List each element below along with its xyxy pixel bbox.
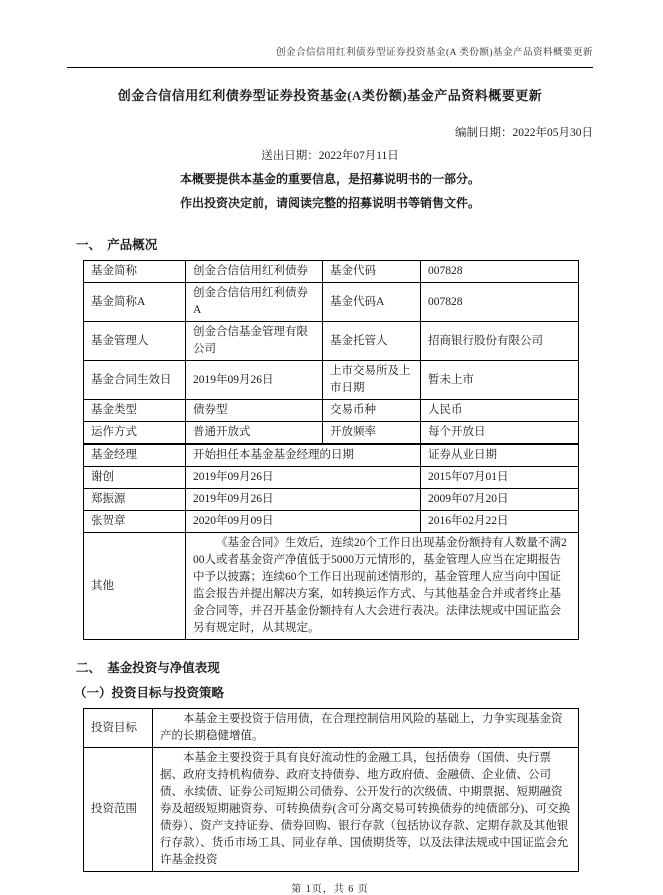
manager-start-date: 2020年09月09日 [186,511,421,533]
fund-code-label: 基金代码 [323,261,421,283]
table-row [84,748,579,872]
fund-code-a-value: 007828 [421,283,579,322]
fund-abbr-a-value: 创金合信信用红利债券A [186,283,323,322]
fund-abbr-label: 基金简称 [84,261,186,283]
other-row [84,533,579,640]
listing-exchange-label: 上市交易所及上市日期 [323,361,421,400]
fund-type-label: 基金类型 [84,400,186,422]
start-date-col-header: 开始担任本基金基金经理的日期 [186,444,421,467]
section-1-heading: 一、 产品概况 [76,238,158,252]
manager-start-date: 2019年09月26日 [186,467,421,489]
listing-exchange-value: 暂未上市 [421,361,579,400]
manager-name: 郑振源 [84,489,186,511]
table-row [84,261,579,283]
table-row [84,322,579,361]
investment-objective-table [83,708,579,872]
prepared-date: 编制日期：2022年05月30日 [455,127,593,139]
manager-career-date: 2016年02月22日 [421,511,579,533]
career-date-col-header: 证券从业日期 [421,444,579,467]
sent-date: 送出日期：2022年07月11日 [261,150,399,162]
fund-type-value: 债券型 [186,400,323,422]
table-row [84,283,579,322]
notice-line-2: 作出投资决定前，请阅读完整的招募说明书等销售文件。 [179,196,480,210]
investment-scope-cell [153,748,579,872]
other-text: 《基金合同》生效后，连续20个工作日出现基金份额持有人数量不满200人或者基金资产净值低于5000万元情形的，基金管理人应当在定期报告中予以披露；连续60个工作日出现前述情形的，基金管理人应当向中国证监会报告并提出解决方案，如转换运作方式、与其他基金合并或者终止基金合同等，并召开基金份额持有人大会进行表决。法律法规或中国证监会另有规定时，从其规定。 [193,537,567,634]
table-row [84,361,579,400]
investment-scope-text: 本基金主要投资于具有良好流动性的金融工具，包括债券（国债、央行票据、政府支持机构债券、政府支持债券、地方政府债、金融债、企业债、公司债、永续债、证券公司短期公司债券、公开发行的次级债、中期票据、短期融资券及超级短期融资券、可转换债券(含可分离交易可转换债券的纯债部分)、可交换债券）、资产支持证券、债券回购、银行存款（包括协议存款、定期存款及其他银行存款）、货币市场工具、同业存单、国债期货等，以及法律法规或中国证监会允许基金投资 [160,752,571,866]
investment-objective-text: 本基金主要投资于信用债，在合理控制信用风险的基础上，力争实现基金资产的长期稳健增值。 [160,713,563,742]
manager-row [84,489,579,511]
fund-abbr-a-label: 基金简称A [84,283,186,322]
manager-start-date: 2019年09月26日 [186,489,421,511]
product-overview-table [83,260,579,640]
investment-scope-label: 投资范围 [84,748,153,872]
other-cell [186,533,579,640]
contract-effective-label: 基金合同生效日 [84,361,186,400]
table-row [84,400,579,422]
manager-row [84,467,579,489]
manager-name: 谢创 [84,467,186,489]
currency-label: 交易币种 [323,400,421,422]
notice-line-1: 本概要提供本基金的重要信息，是招募说明书的一部分。 [179,172,480,186]
manager-header-row [84,444,579,467]
operation-mode-label: 运作方式 [84,422,186,445]
fund-custodian-value: 招商银行股份有限公司 [421,322,579,361]
open-frequency-label: 开放频率 [323,422,421,445]
manager-col-header: 基金经理 [84,444,186,467]
investment-objective-cell [153,709,579,748]
table-row [84,709,579,748]
section-2-1-subheading: （一）投资目标与投资策略 [74,686,225,700]
fund-manager-label: 基金管理人 [84,322,186,361]
open-frequency-value: 每个开放日 [421,422,579,445]
fund-code-a-label: 基金代码A [323,283,421,322]
running-header: 创金合信信用红利债券型证券投资基金(A 类份额)基金产品资料概要更新 [67,44,593,68]
page-title: 创金合信信用红利债券型证券投资基金(A类份额)基金产品资料概要更新 [117,88,543,103]
fund-abbr-value: 创金合信信用红利债券 [186,261,323,283]
contract-effective-value: 2019年09月26日 [186,361,323,400]
other-label: 其他 [84,533,186,640]
operation-mode-value: 普通开放式 [186,422,323,445]
manager-career-date: 2015年07月01日 [421,467,579,489]
fund-code-value: 007828 [421,261,579,283]
manager-row [84,511,579,533]
fund-manager-value: 创金合信基金管理有限公司 [186,322,323,361]
manager-name: 张贺章 [84,511,186,533]
fund-custodian-label: 基金托管人 [323,322,421,361]
section-2-heading: 二、 基金投资与净值表现 [76,661,220,675]
manager-career-date: 2009年07月20日 [421,489,579,511]
table-row [84,422,579,445]
currency-value: 人民币 [421,400,579,422]
page-number: 第 1页，共 6 页 [291,884,369,895]
investment-objective-label: 投资目标 [84,709,153,748]
